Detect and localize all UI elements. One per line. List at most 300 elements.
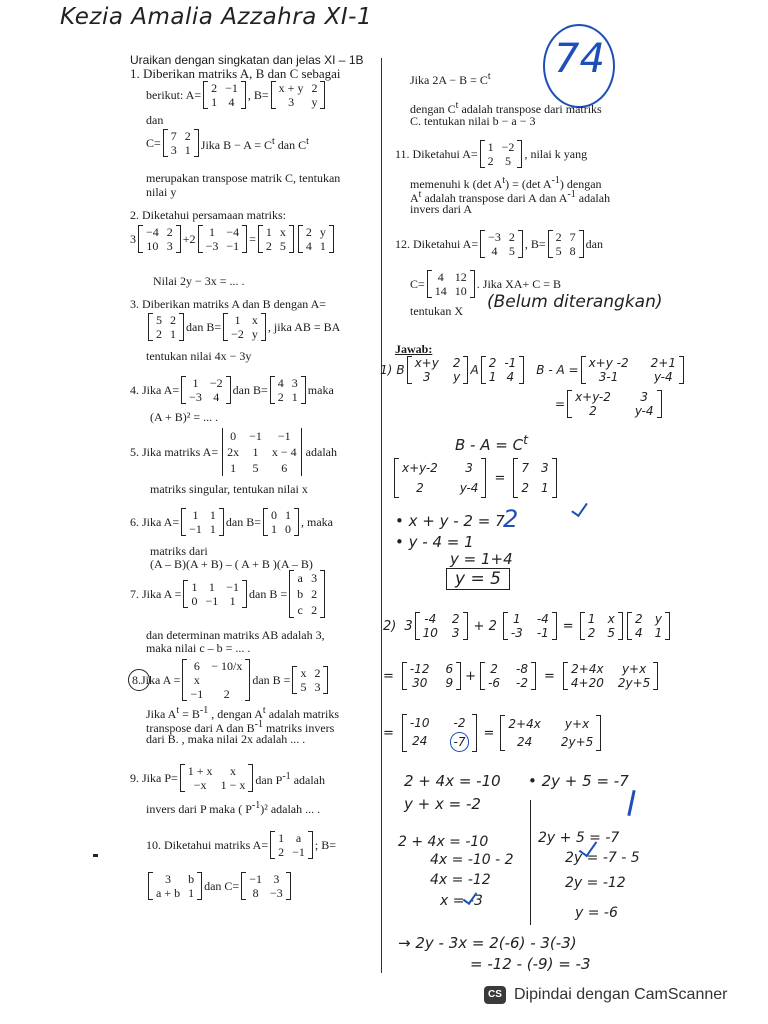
q9-line bbox=[130, 764, 325, 792]
cell: b bbox=[297, 587, 304, 601]
tick-stroke-icon bbox=[627, 790, 635, 816]
cell: x bbox=[607, 612, 615, 626]
cell: 2 bbox=[587, 626, 596, 640]
cell: 2 bbox=[311, 81, 318, 95]
cell: 1 bbox=[188, 886, 195, 900]
cell: 8 bbox=[252, 886, 259, 900]
q2-matrix-2 bbox=[198, 225, 248, 253]
sup: t bbox=[306, 135, 309, 147]
cell: −1 bbox=[277, 429, 291, 443]
cell: 1 bbox=[319, 239, 326, 253]
cell: 3 bbox=[422, 370, 431, 384]
q5-c: matriks singular, tentukan nilai x bbox=[150, 482, 308, 496]
q3-text: dan B= bbox=[186, 320, 222, 334]
cell: 1 bbox=[184, 143, 191, 157]
cell: 6 bbox=[281, 461, 288, 475]
cell: -4 bbox=[536, 612, 549, 626]
cell: y bbox=[654, 612, 662, 626]
s2-work8: y = -6 bbox=[575, 905, 618, 921]
cell: 2+4x bbox=[571, 662, 604, 676]
cell: 2 bbox=[277, 390, 284, 404]
q1-line bbox=[146, 81, 327, 109]
q12-matrix-C bbox=[427, 270, 475, 298]
cell: −1 bbox=[226, 580, 240, 594]
q3-title: 3. Diberikan matriks A dan B dengan A= bbox=[130, 297, 327, 311]
sup: -1 bbox=[282, 770, 291, 782]
s1-matrix-BA bbox=[581, 356, 684, 384]
cell: −1 bbox=[205, 594, 219, 608]
q2-b: Nilai 2y − 3x = ... . bbox=[153, 274, 245, 288]
s1-eq2: • y - 4 = 1 bbox=[395, 533, 474, 551]
q4-line bbox=[130, 376, 334, 404]
camscanner-watermark bbox=[484, 986, 727, 1004]
cell: 1 bbox=[192, 376, 199, 390]
s2-work6: 2y = -7 - 5 bbox=[565, 850, 640, 866]
s1-line2 bbox=[555, 390, 664, 418]
s2-matrix-r1c bbox=[563, 662, 658, 690]
cell: 6 bbox=[445, 662, 454, 676]
s1-number: 1) bbox=[380, 363, 393, 377]
q9-c bbox=[146, 799, 320, 816]
q12-text: , B= bbox=[524, 237, 546, 251]
q2-matrix-3 bbox=[258, 225, 294, 253]
cell: 4 bbox=[305, 239, 312, 253]
q12-text: dan bbox=[585, 237, 603, 251]
s2-matrix-r2b bbox=[500, 715, 601, 751]
cell: 2 bbox=[416, 481, 424, 495]
coef: 3 bbox=[404, 618, 413, 634]
cell: −4 bbox=[146, 225, 159, 239]
cell: 2 bbox=[211, 81, 218, 95]
s2-line2 bbox=[383, 662, 660, 690]
cell: y bbox=[311, 95, 318, 109]
q11-text: 11. Diketahui A= bbox=[395, 147, 478, 161]
cell: 4 bbox=[277, 376, 284, 390]
sup: -1 bbox=[254, 719, 263, 730]
equals: = bbox=[383, 668, 394, 684]
cell: 12 bbox=[454, 270, 467, 284]
cell: y bbox=[319, 225, 326, 239]
cell: 4 bbox=[213, 390, 220, 404]
q1-text: , B= bbox=[247, 88, 269, 102]
q2-matrix-1 bbox=[138, 225, 181, 253]
cell: 3 bbox=[465, 461, 473, 475]
cell: 2 bbox=[488, 356, 497, 370]
q3-text: , jika AB = BA bbox=[267, 320, 341, 334]
cell: −2 bbox=[501, 140, 515, 154]
q5-line bbox=[130, 428, 337, 476]
q10-matrix-C bbox=[241, 872, 291, 900]
cell: 2 bbox=[311, 603, 318, 617]
q5-text: adalah bbox=[305, 445, 337, 459]
q8-part: , dengan A bbox=[208, 707, 263, 721]
camscanner-logo-icon: CS bbox=[484, 986, 506, 1004]
equals: = bbox=[555, 397, 566, 411]
cell: 7 bbox=[569, 230, 576, 244]
cell bbox=[211, 673, 242, 687]
cell: −1 bbox=[225, 81, 238, 95]
margin-dot bbox=[93, 854, 98, 857]
equals: = bbox=[249, 232, 256, 246]
q1-c-line bbox=[146, 129, 309, 157]
cell: 24 bbox=[516, 735, 533, 749]
cell: −1 bbox=[189, 522, 202, 536]
cell: 2 bbox=[265, 239, 272, 253]
instructions: Uraikan dengan singkatan dan jelas XI – 1B bbox=[130, 53, 364, 67]
s1-bac bbox=[455, 432, 528, 454]
q1-matrix-B bbox=[271, 81, 326, 109]
cell: 1 bbox=[229, 594, 236, 608]
q2-title: 2. Diketahui persamaan matriks: bbox=[130, 208, 286, 222]
q8-line bbox=[132, 659, 330, 701]
q4-d: (A + B)² = ... . bbox=[150, 410, 219, 424]
cell: −3 bbox=[205, 239, 219, 253]
cell: 3 bbox=[540, 461, 549, 475]
cell: −1 bbox=[249, 872, 262, 886]
q12-text: 12. Diketahui A= bbox=[395, 237, 479, 251]
cell: 14 bbox=[434, 284, 447, 298]
q3-d: tentukan nilai 4x − 3y bbox=[146, 349, 252, 363]
q1-text: berikut: A= bbox=[146, 88, 202, 102]
cell: 2 bbox=[170, 313, 176, 327]
cell: 1 bbox=[252, 445, 259, 459]
cell: c bbox=[297, 603, 303, 617]
q4-matrix-A bbox=[181, 376, 231, 404]
cell: x − 4 bbox=[271, 445, 297, 459]
s2-sys2: y + x = -2 bbox=[404, 795, 481, 813]
cell: 1 bbox=[271, 522, 277, 536]
cell: -6 bbox=[488, 676, 501, 690]
jawab-label: Jawab: bbox=[395, 342, 433, 356]
sup: -1 bbox=[567, 189, 576, 200]
cell: y-4 bbox=[653, 370, 673, 384]
cell: 5 bbox=[555, 244, 562, 258]
cell: 7 bbox=[521, 461, 529, 475]
coef: +2 bbox=[182, 232, 196, 246]
s1-matrix-right bbox=[513, 458, 556, 498]
q1-matrix-C bbox=[163, 129, 199, 157]
cell: −2 bbox=[209, 376, 223, 390]
s2-work7: 2y = -12 bbox=[565, 875, 626, 891]
q10-text: ; B= bbox=[314, 838, 336, 852]
q6-d: matriks dari bbox=[150, 544, 208, 558]
cell: 8 bbox=[569, 244, 576, 258]
q11-e: invers dari A bbox=[410, 202, 472, 216]
q7-matrix-A bbox=[183, 580, 247, 608]
cell: −4 bbox=[226, 225, 240, 239]
q6-text: , maka bbox=[301, 515, 333, 529]
cell: 1 bbox=[285, 508, 291, 522]
cell: 2 bbox=[311, 587, 318, 601]
s2-sys1: 2 + 4x = -10 bbox=[404, 772, 501, 790]
cell: 1 bbox=[540, 481, 549, 495]
q3-line bbox=[146, 313, 340, 341]
q11-matrix-A bbox=[480, 140, 523, 168]
cell: 2 bbox=[156, 327, 162, 341]
cell: 0 bbox=[285, 522, 291, 536]
cell: 5 bbox=[508, 244, 515, 258]
q12-matrix-B bbox=[548, 230, 584, 258]
cell: x bbox=[193, 673, 200, 687]
cell: 2+4x bbox=[508, 717, 541, 731]
cell: 1 bbox=[513, 612, 521, 626]
cell: 3 bbox=[170, 143, 177, 157]
cell: −1 bbox=[190, 687, 204, 701]
cell: 2 bbox=[490, 662, 498, 676]
equals: = bbox=[544, 668, 555, 684]
cell: 2y+5 bbox=[617, 676, 651, 690]
cell: x bbox=[300, 666, 307, 680]
s2-number: 2) bbox=[383, 618, 397, 634]
q11-part: ) dengan bbox=[559, 177, 602, 191]
q10-text: 10. Diketahui matriks A= bbox=[146, 838, 269, 852]
cell: 5 bbox=[252, 461, 259, 475]
equals: = bbox=[483, 725, 495, 741]
sup: t bbox=[455, 100, 459, 111]
q11-part: adalah transpose dari A dan A bbox=[421, 191, 568, 205]
sup: -1 bbox=[251, 800, 261, 811]
s2-work5: 2y + 5 = -7 bbox=[538, 830, 620, 846]
q8-part: = B bbox=[179, 707, 200, 721]
q12-f: tentukan X bbox=[410, 304, 463, 318]
q12-matrix-A bbox=[480, 230, 523, 258]
cell: 2 bbox=[305, 225, 312, 239]
q8-matrix-B bbox=[292, 666, 328, 694]
q2-matrix-4 bbox=[298, 225, 334, 253]
equals: = bbox=[562, 618, 574, 634]
q9-part: adalah bbox=[290, 772, 325, 787]
cell: 3 bbox=[166, 239, 173, 253]
cell: 0 bbox=[191, 594, 198, 608]
s1-line1 bbox=[380, 356, 686, 384]
q1-text: C= bbox=[146, 136, 161, 150]
cell: 4 bbox=[634, 626, 643, 640]
cell: 3 bbox=[291, 376, 298, 390]
q8-part: matriks invers bbox=[263, 721, 335, 735]
cell: b bbox=[188, 872, 195, 886]
sup: t bbox=[272, 135, 275, 147]
q8-e: dari B. , maka nilai 2x adalah ... . bbox=[146, 732, 306, 746]
s1-matrix-left bbox=[394, 458, 486, 498]
cell: y+x bbox=[621, 662, 647, 676]
s1-line3 bbox=[392, 458, 559, 498]
s1-part: B - A = C bbox=[455, 436, 524, 454]
q11-line bbox=[395, 140, 587, 168]
cell: −1 bbox=[292, 845, 305, 859]
cell: 2 bbox=[487, 154, 494, 168]
qr1-a bbox=[410, 70, 491, 87]
cell: x+y-2 bbox=[402, 461, 438, 475]
cell: −3 bbox=[488, 230, 501, 244]
qr1-part: Jika 2A − B = C bbox=[410, 73, 488, 87]
q9-matrix-P bbox=[180, 764, 254, 792]
cell: a bbox=[295, 831, 302, 845]
cell: 3 bbox=[640, 390, 648, 404]
cell: 3 bbox=[273, 872, 280, 886]
cell: 30 bbox=[412, 676, 428, 690]
q10-line2 bbox=[146, 872, 293, 900]
s2-vertical-line bbox=[530, 800, 531, 925]
qr1-part: dengan C bbox=[410, 102, 456, 116]
cell: 1 bbox=[192, 508, 199, 522]
column-divider bbox=[381, 58, 382, 973]
q6-matrix-B bbox=[263, 508, 299, 536]
s2-work3: 4x = -12 bbox=[430, 872, 491, 888]
coef: 3 bbox=[130, 232, 136, 246]
q1-text bbox=[201, 135, 309, 152]
q8-matrix-A bbox=[182, 659, 250, 701]
cell: 2 bbox=[521, 481, 529, 495]
cell: -10 bbox=[409, 716, 430, 730]
s2-final2: = -12 - (-9) = -3 bbox=[470, 955, 591, 973]
note-belum: (Belum diterangkan) bbox=[487, 292, 663, 312]
cell: 7 bbox=[170, 129, 177, 143]
cell: 2 bbox=[184, 129, 191, 143]
cell: 2 bbox=[508, 230, 515, 244]
cell: -8 bbox=[516, 662, 528, 676]
cell: 2 bbox=[589, 404, 597, 418]
cell: 1 bbox=[170, 327, 176, 341]
cell: y+x bbox=[564, 717, 590, 731]
q9-part: invers dari P maka ( P bbox=[146, 802, 252, 816]
q12-line bbox=[395, 230, 603, 258]
cell: 1 bbox=[191, 580, 198, 594]
cell: 4 bbox=[491, 244, 498, 258]
cell: −3 bbox=[269, 886, 283, 900]
s1-matrix-B bbox=[407, 356, 469, 384]
cell: 1 bbox=[265, 225, 272, 239]
s1-matrix-result bbox=[567, 390, 661, 418]
sup: t bbox=[523, 432, 528, 447]
cell: 2 bbox=[223, 687, 230, 701]
cell: 10 bbox=[454, 284, 467, 298]
q8-text: dan B = bbox=[252, 673, 291, 687]
q7-text: 7. Jika A = bbox=[130, 587, 182, 601]
cell: 10 bbox=[422, 626, 438, 640]
cell: 3 bbox=[311, 571, 318, 585]
cell: −3 bbox=[189, 390, 202, 404]
q12-text: C= bbox=[410, 277, 425, 291]
cell: 1 bbox=[654, 626, 663, 640]
cell: 2 bbox=[314, 666, 321, 680]
q3-matrix-B bbox=[223, 313, 266, 341]
sup: -1 bbox=[199, 705, 209, 716]
cell: 1 bbox=[211, 95, 218, 109]
cell: 4 bbox=[437, 270, 444, 284]
cell: 6 bbox=[193, 659, 200, 673]
cell: y-4 bbox=[459, 481, 479, 495]
q11-part: memenuhi k (det A bbox=[410, 177, 503, 191]
cell: 5 bbox=[300, 680, 307, 694]
cell: 1 bbox=[291, 390, 298, 404]
cell: a + b bbox=[156, 886, 181, 900]
q3-matrix-A bbox=[148, 313, 184, 341]
cell: x+y -2 bbox=[588, 356, 629, 370]
cell: 2 bbox=[451, 612, 460, 626]
q8-part: transpose dari A dan B bbox=[146, 721, 255, 735]
mark-2-icon: 2 bbox=[503, 505, 519, 533]
sup: -1 bbox=[551, 175, 560, 186]
cell: 3 bbox=[288, 95, 295, 109]
cell: 2y+5 bbox=[560, 735, 594, 749]
q6-text: dan B= bbox=[225, 515, 261, 529]
cell: 1 bbox=[208, 580, 215, 594]
sup: t bbox=[487, 71, 491, 82]
q8-part: adalah matriks bbox=[265, 707, 339, 721]
cell: 2 bbox=[634, 612, 643, 626]
cell: -7 bbox=[450, 732, 470, 752]
s1-eq3: y = 1+4 bbox=[450, 550, 513, 568]
q7-d: maka nilai c – b = ... . bbox=[146, 641, 251, 655]
q1-title: 1. Diberikan matriks A, B dan C sebagai bbox=[130, 66, 341, 81]
cell: y bbox=[251, 327, 258, 341]
cell: 5 bbox=[607, 626, 615, 640]
cell: 2 bbox=[166, 225, 173, 239]
q1-g: merupakan transpose matrik C, tentukan bbox=[146, 171, 341, 185]
q10-matrix-A bbox=[270, 831, 313, 859]
s2-matrix-2 bbox=[503, 612, 557, 640]
q1-h: nilai y bbox=[146, 185, 177, 199]
s2-final1: → 2y - 3x = 2(-6) - 3(-3) bbox=[398, 934, 577, 952]
camscanner-text: Dipindai dengan CamScanner bbox=[514, 986, 728, 1003]
cell: -2 bbox=[516, 676, 528, 690]
cell: 2 bbox=[452, 356, 461, 370]
q5-text: 5. Jika matriks A= bbox=[130, 445, 219, 459]
plus: + bbox=[465, 668, 477, 684]
cell: 3 bbox=[451, 626, 460, 640]
cell: x bbox=[279, 225, 286, 239]
q7-c: dan determinan matriks AB adalah 3, bbox=[146, 628, 325, 642]
q11-part: ) = (det A bbox=[505, 177, 552, 191]
cell: 5 bbox=[156, 313, 162, 327]
q9-part: )² adalah ... . bbox=[260, 802, 321, 816]
cell: y-4 bbox=[634, 404, 654, 418]
s2-matrix-4 bbox=[627, 612, 670, 640]
s2-line1 bbox=[383, 612, 672, 640]
cell: y bbox=[453, 370, 461, 384]
cell: 1 bbox=[234, 313, 241, 327]
cell: 1 + x bbox=[187, 764, 213, 778]
cell: 1 bbox=[230, 461, 237, 475]
cell: 4+20 bbox=[570, 676, 604, 690]
q1-dan: dan bbox=[146, 113, 164, 127]
cell: 0 bbox=[230, 429, 237, 443]
cell: 2+1 bbox=[650, 356, 676, 370]
cell: 5 bbox=[279, 239, 286, 253]
sup: t bbox=[502, 175, 506, 186]
q7-matrix-B bbox=[289, 570, 325, 618]
cell: a bbox=[297, 571, 303, 585]
q7-text: dan B = bbox=[249, 587, 288, 601]
cell: 1 bbox=[209, 522, 216, 536]
q8-text: Jika A = bbox=[141, 673, 181, 687]
plus: + 2 bbox=[473, 618, 497, 634]
qr1-c: C. tentukan nilai b − a − 3 bbox=[410, 114, 536, 128]
s2-matrix-3 bbox=[580, 612, 623, 640]
s2-line3 bbox=[383, 714, 603, 752]
cell: -1 bbox=[536, 626, 549, 640]
q2-equation bbox=[130, 225, 336, 253]
q9-text bbox=[255, 770, 325, 787]
cell: 4 bbox=[506, 370, 515, 384]
q7-line bbox=[130, 570, 327, 618]
cell: 2 bbox=[555, 230, 562, 244]
qr1-part: adalah transpose dari matriks bbox=[458, 102, 602, 116]
cell: 1 bbox=[278, 831, 285, 845]
cell: 10 bbox=[146, 239, 159, 253]
q5-determinant bbox=[222, 428, 302, 476]
cell: 1 − x bbox=[220, 778, 246, 792]
